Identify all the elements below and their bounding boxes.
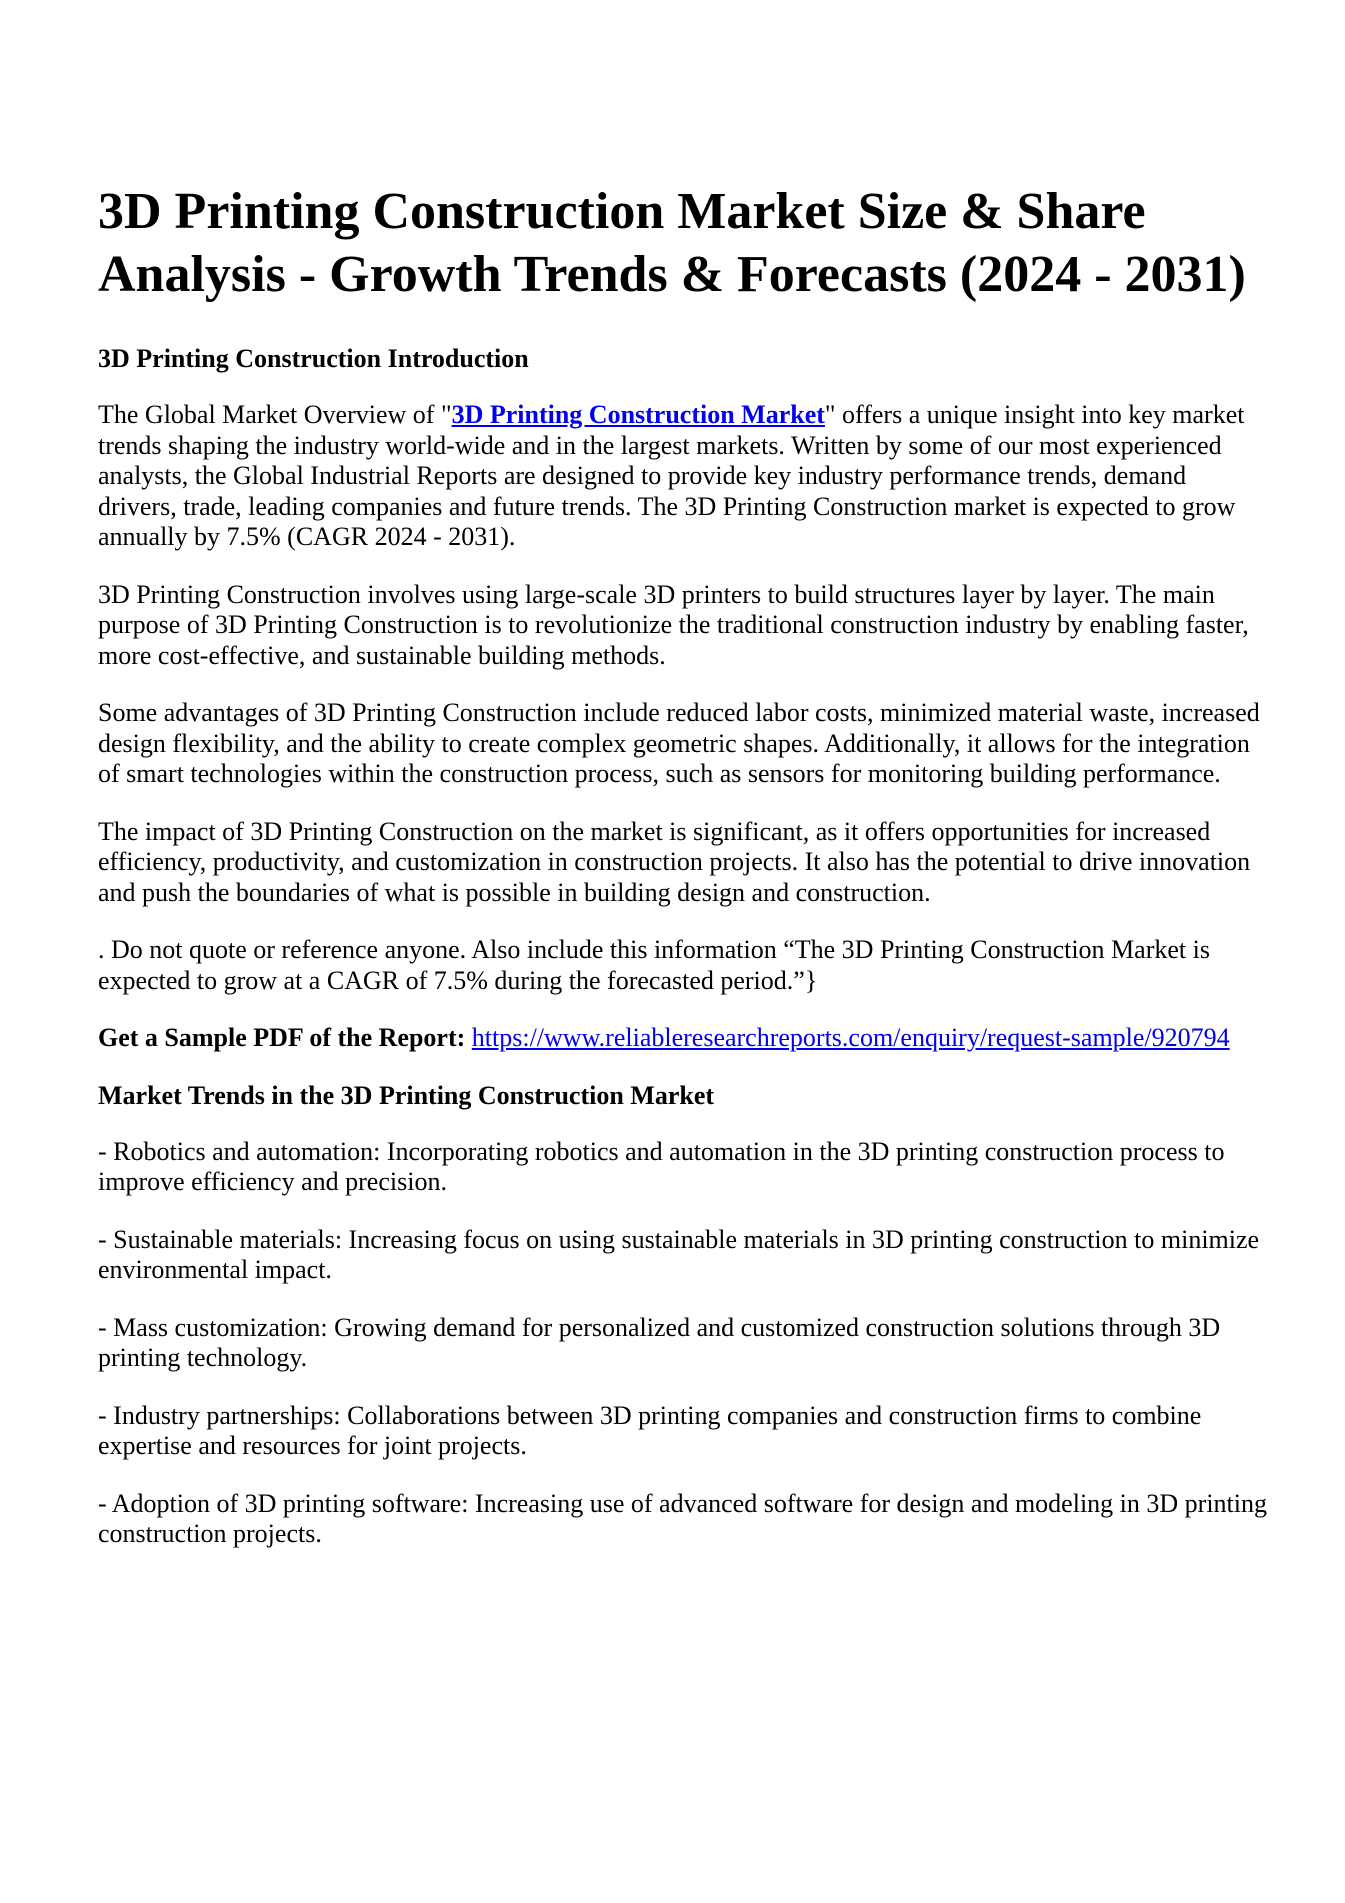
trends-heading: Market Trends in the 3D Printing Construction Market: [98, 1080, 715, 1110]
sample-pdf-link[interactable]: https://www.reliableresearchreports.com/enquiry/request-sample/920794: [471, 1023, 1230, 1052]
intro-heading: 3D Printing Construction Introduction: [98, 344, 529, 373]
impact-paragraph: The impact of 3D Printing Construction on the market is significant, as it offers opportunities for increased efficiency, productivity, and customization in construction projects. It also has the potential to drive innovation and push the boundaries of what is possible in building design and construction.: [98, 816, 1251, 907]
intro-text-before-link: The Global Market Overview of ": [98, 400, 452, 429]
trend-item: - Adoption of 3D printing software: Increasing use of advanced software for design and modeling in 3D printing construction projects.: [98, 1488, 1267, 1548]
trend-item: - Industry partnerships: Collaborations between 3D printing companies and construction firms to combine expertise and resources for joint projects.: [98, 1400, 1202, 1460]
trend-item: - Sustainable materials: Increasing focus on using sustainable materials in 3D printing construction to minimize environmental impact.: [98, 1224, 1260, 1284]
definition-paragraph: 3D Printing Construction involves using large-scale 3D printers to build structures layer by layer. The main purpose of 3D Printing Construction is to revolutionize the traditional construction industry by enabling faster, more cost-effective, and sustainable building methods.: [98, 579, 1249, 670]
cagr-note-paragraph: . Do not quote or reference anyone. Also include this information “The 3D Printing Construction Market is expected to grow at a CAGR of 7.5% during the forecasted period.”}: [98, 935, 1210, 995]
sample-pdf-label: Get a Sample PDF of the Report:: [98, 1023, 466, 1052]
intro-text-after-link: " offers a unique insight into key market trends shaping the industry world-wide and in the largest markets. Written by some of our most experienced analysts, the Global Industrial Reports are designed to provide key industry performance trends, demand drivers, trade, leading companies and future trends. The 3D Printing Construction market is expected to grow annually by 7.5% (CAGR 2024 - 2031).: [98, 400, 1245, 551]
sample-pdf-paragraph: [98, 1023, 1268, 1054]
trend-item: - Robotics and automation: Incorporating robotics and automation in the 3D printing construction process to improve efficiency and precision.: [98, 1136, 1225, 1196]
advantages-paragraph: Some advantages of 3D Printing Construction include reduced labor costs, minimized material waste, increased design flexibility, and the ability to create complex geometric shapes. Additionally, it allows for the integration of smart technologies within the construction process, such as sensors for monitoring building performance.: [98, 698, 1260, 788]
intro-paragraph: [98, 400, 1268, 553]
trend-item: - Mass customization: Growing demand for personalized and customized construction solutions through 3D printing technology.: [98, 1312, 1221, 1372]
page-title: 3D Printing Construction Market Size & Share Analysis - Growth Trends & Forecasts (2024 - 2031): [98, 183, 1246, 303]
document-page: [98, 180, 1268, 1577]
market-report-link[interactable]: 3D Printing Construction Market: [451, 400, 825, 429]
